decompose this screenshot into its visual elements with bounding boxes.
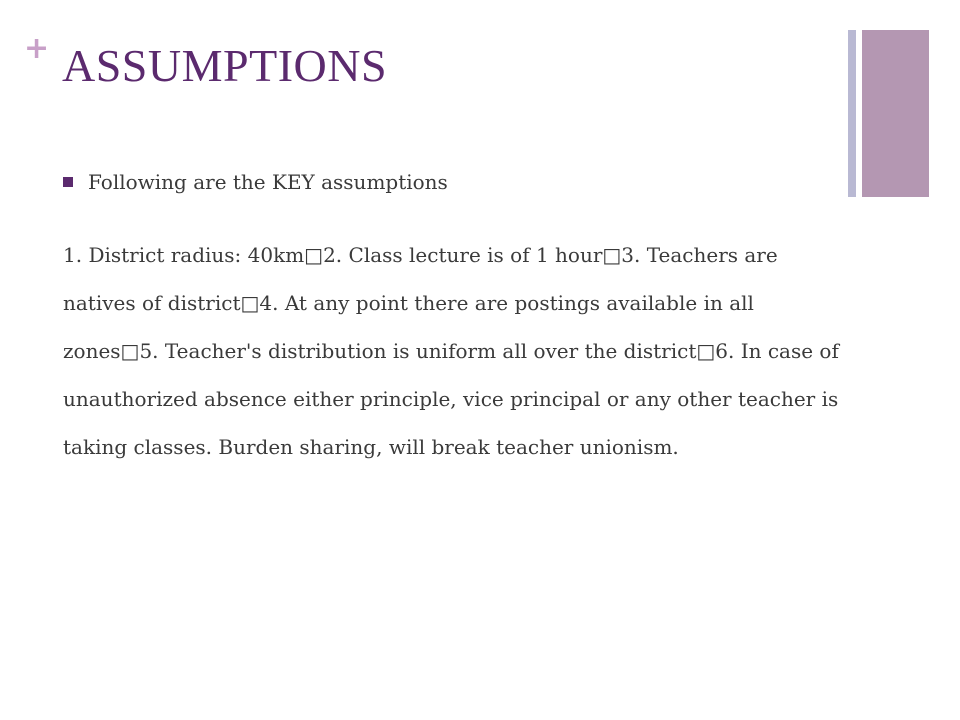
bullet-item-text: Following are the KEY assumptions — [88, 170, 448, 194]
assumptions-paragraph: 1. District radius: 40km□2. Class lecture is of 1 hour□3. Teachers are natives of district□4. At any point there are postings available in all zones□5. Teacher's distribution is uniform all over the district□6. In case of unauthorized absence either principle, vice principal or any other teacher is taking classes. Burden sharing, will break teacher unionism. — [63, 243, 839, 459]
decorative-bar-thin — [848, 30, 856, 197]
bullet-square-icon — [63, 177, 73, 187]
slide-title: ASSUMPTIONS — [62, 40, 388, 91]
plus-icon: + — [24, 31, 50, 66]
decorative-bar-wide — [862, 30, 929, 197]
